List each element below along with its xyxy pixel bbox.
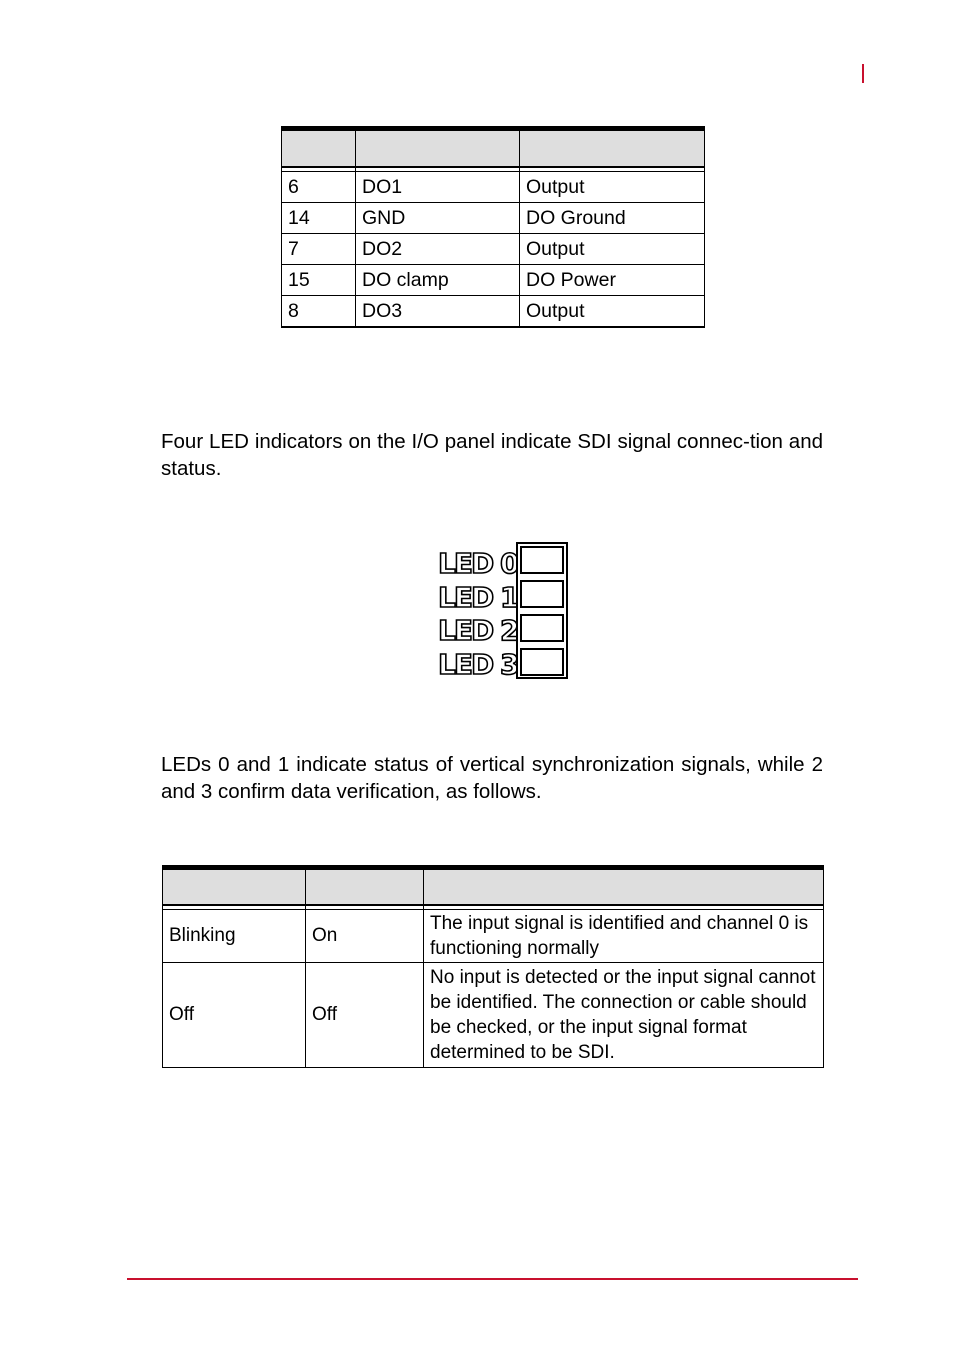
signal-function: Output [520, 172, 705, 203]
led-label: LED 3 [438, 648, 518, 681]
led-2-lamp [521, 615, 563, 641]
pin-number: 6 [282, 172, 356, 203]
intro-paragraph: Four LED indicators on the I/O panel indicate SDI signal connec-tion and status. [161, 430, 823, 480]
led-label: LED 0 [438, 547, 518, 580]
signal-function: Output [520, 234, 705, 265]
signal-name: DO clamp [356, 265, 520, 296]
led-state-2-3: On [306, 910, 424, 963]
led-0-lamp [521, 547, 563, 573]
table-header-row [282, 129, 705, 168]
pin-assignment-table [281, 126, 705, 328]
pin-number: 7 [282, 234, 356, 265]
signal-function: Output [520, 296, 705, 328]
status-description: The input signal is identified and channel 0 is functioning normally [424, 910, 824, 963]
signal-name: DO1 [356, 172, 520, 203]
signal-function: DO Ground [520, 203, 705, 234]
table-header-row [163, 868, 824, 906]
table-row [282, 265, 705, 296]
table-row [282, 234, 705, 265]
led-1-lamp [521, 581, 563, 607]
table-row [163, 963, 824, 1068]
signal-name: GND [356, 203, 520, 234]
pin-number: 15 [282, 265, 356, 296]
footer-rule [127, 1278, 858, 1280]
pin-number: 14 [282, 203, 356, 234]
pin-number: 8 [282, 296, 356, 328]
header-cell [424, 868, 824, 906]
header-cell [282, 129, 356, 168]
signal-name: DO2 [356, 234, 520, 265]
led-status-table [162, 865, 824, 1068]
led-state-0-1: Off [163, 963, 306, 1068]
led-3-lamp [521, 649, 563, 675]
header-cell [356, 129, 520, 168]
table-row [282, 296, 705, 328]
led-status-paragraph: LEDs 0 and 1 indicate status of vertical synchronization signals, while 2 and 3 confirm data verification, as follows. [161, 753, 823, 803]
led-label: LED 2 [438, 614, 518, 647]
signal-function: DO Power [520, 265, 705, 296]
led-indicator-figure [432, 540, 572, 682]
signal-name: DO3 [356, 296, 520, 328]
table-row [163, 910, 824, 963]
table-row [282, 203, 705, 234]
status-description: No input is detected or the input signal cannot be identified. The connection or cable should be checked, or the input signal format determined to be SDI. [424, 963, 824, 1068]
led-state-2-3: Off [306, 963, 424, 1068]
led-label: LED 1 [438, 581, 518, 614]
header-cell [520, 129, 705, 168]
led-state-0-1: Blinking [163, 910, 306, 963]
header-cell [163, 868, 306, 906]
table-row [282, 172, 705, 203]
header-cell [306, 868, 424, 906]
header-accent-mark [862, 64, 864, 83]
